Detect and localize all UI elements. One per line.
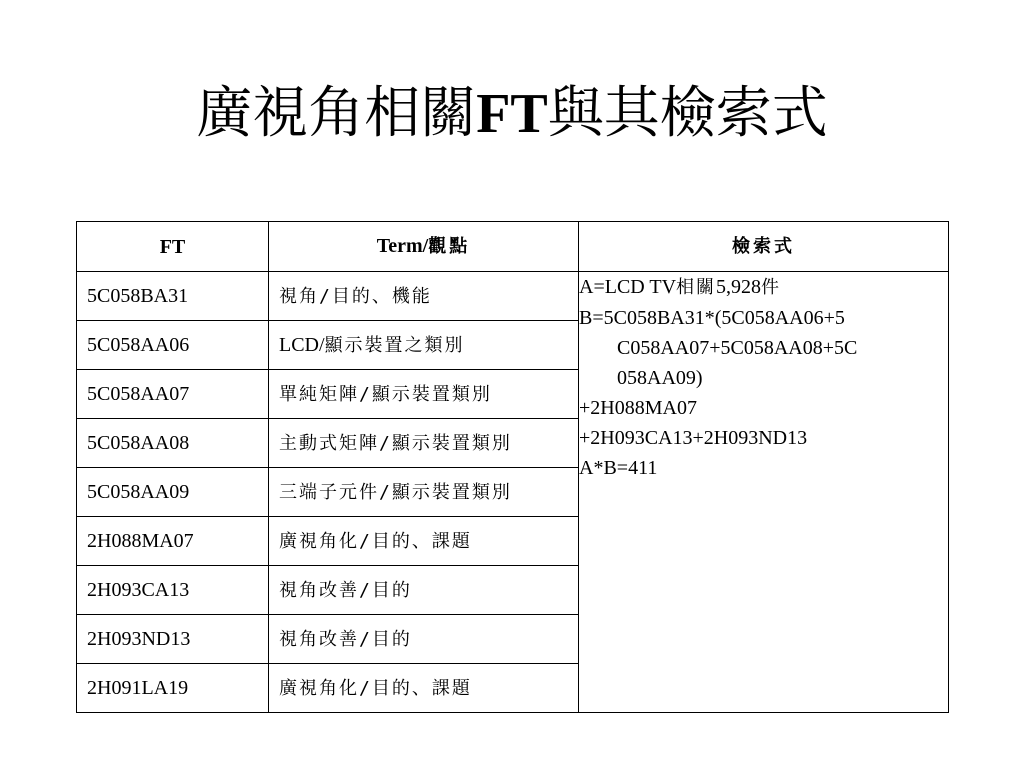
term-cell <box>269 468 579 517</box>
term-cell <box>269 566 579 615</box>
ft-code: 5C058BA31 <box>77 272 269 321</box>
ft-code: 2H091LA19 <box>77 664 269 713</box>
header-ft: FT <box>77 222 269 272</box>
query-cell <box>579 272 949 713</box>
title-latin: FT <box>476 83 548 145</box>
ft-code: 5C058AA07 <box>77 370 269 419</box>
term-text: 主動式矩陣/顯示裝置類別 <box>279 433 512 454</box>
query-a-count: 5,928 <box>716 276 762 298</box>
term-cell <box>269 321 579 370</box>
query-line-b-cont1: C058AA07+5C058AA08+5C <box>617 337 858 359</box>
term-text: 視角改善/目的 <box>279 629 412 650</box>
query-a-prefix: A=LCD TV <box>579 276 677 298</box>
term-text: 視角改善/目的 <box>279 580 412 601</box>
header-query <box>579 222 949 272</box>
header-term-latin: Term/ <box>376 235 429 257</box>
query-line-b-cont2: 058AA09) <box>617 367 703 389</box>
ft-code: 2H088MA07 <box>77 517 269 566</box>
query-line-c: +2H088MA07 <box>579 397 697 419</box>
header-query-label: 檢索式 <box>732 236 795 257</box>
table-header-row <box>77 222 949 272</box>
header-term-cjk: 觀點 <box>428 236 471 257</box>
query-line-a <box>579 272 948 303</box>
page-title <box>0 78 1024 150</box>
term-text: 廣視角化/目的、課題 <box>279 678 472 699</box>
term-cell <box>269 370 579 419</box>
query-line-d: +2H093CA13+2H093ND13 <box>579 427 808 449</box>
term-cell <box>269 419 579 468</box>
ft-code: 5C058AA08 <box>77 419 269 468</box>
term-cell <box>269 272 579 321</box>
term-cell <box>269 664 579 713</box>
query-line-result: A*B=411 <box>579 457 658 479</box>
ft-code: 5C058AA06 <box>77 321 269 370</box>
title-prefix: 廣視角相關 <box>196 81 477 146</box>
term-text: 視角/目的、機能 <box>279 286 432 307</box>
query-a-unit: 件 <box>761 277 782 298</box>
title-suffix: 與其檢索式 <box>547 81 828 146</box>
query-a-cjk: 相關 <box>676 277 717 298</box>
term-text: 廣視角化/目的、課題 <box>279 531 472 552</box>
header-term <box>269 222 579 272</box>
table-row <box>77 272 949 321</box>
term-text: 三端子元件/顯示裝置類別 <box>279 482 512 503</box>
term-text: 顯示裝置之類別 <box>324 335 465 356</box>
term-cell <box>269 615 579 664</box>
term-cell <box>269 517 579 566</box>
ft-code: 2H093CA13 <box>77 566 269 615</box>
term-prefix: LCD/ <box>279 334 325 356</box>
query-line-b: B=5C058BA31*(5C058AA06+5 <box>579 307 845 329</box>
ft-code: 5C058AA09 <box>77 468 269 517</box>
ft-code: 2H093ND13 <box>77 615 269 664</box>
ft-table <box>76 221 949 713</box>
term-text: 單純矩陣/顯示裝置類別 <box>279 384 492 405</box>
